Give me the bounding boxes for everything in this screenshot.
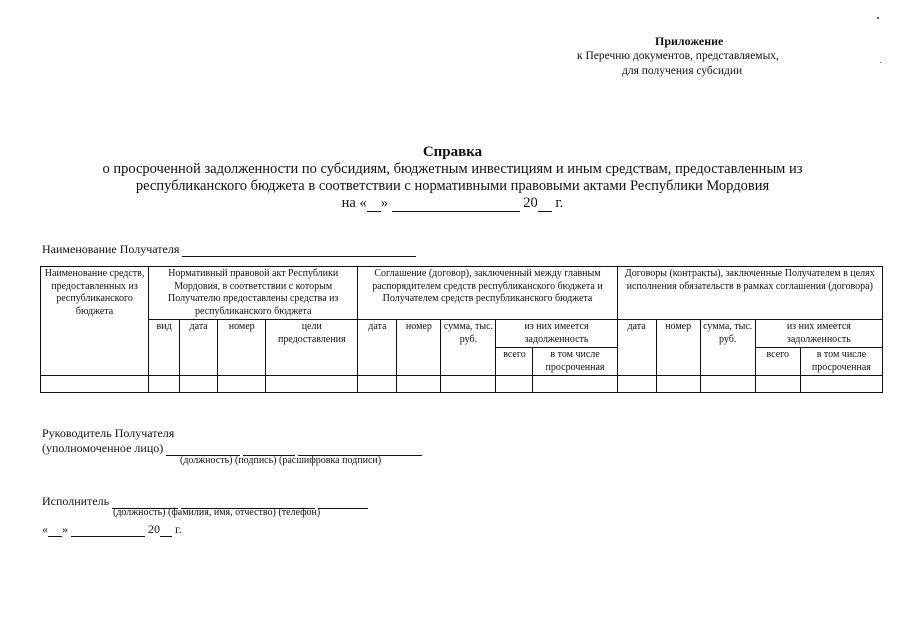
scan-speck — [880, 62, 881, 63]
header-group-contracts: Договоры (контракты), заключенные Получателем в целях исполнения обязательств в рамках соглашения (договора) — [617, 267, 882, 320]
table-cell[interactable] — [700, 376, 755, 393]
head-hint: (должность) (подпись) (расшифровка подписи) — [180, 455, 382, 466]
sig-date-month-field[interactable] — [71, 536, 145, 537]
header-agreement-sum: сумма, тыс. руб. — [441, 320, 496, 376]
date-prefix: на « — [341, 195, 367, 211]
header-agreement-total: всего — [496, 348, 533, 376]
executor-hint: (должность) (фамилия, имя, отчество) (телефон) — [113, 507, 321, 518]
header-act-number: номер — [218, 320, 266, 376]
header-act-purpose: цели предоставления — [266, 320, 358, 376]
header-act-date: дата — [180, 320, 218, 376]
header-agreement-date: дата — [358, 320, 397, 376]
table-cell[interactable] — [533, 376, 617, 393]
document-subtitle-line-1: о просроченной задолженности по субсидиям, бюджетным инвестициям и иным средствам, предоставленным из — [102, 161, 803, 177]
table-row — [41, 376, 883, 393]
document-title-block — [0, 143, 905, 212]
date-day-field[interactable] — [367, 211, 381, 212]
table-cell[interactable] — [358, 376, 397, 393]
header-contract-total: всего — [755, 348, 800, 376]
executor-label: Исполнитель — [42, 494, 110, 508]
header-contract-overdue: в том числе просроченная — [800, 348, 882, 376]
document-date-line — [0, 195, 905, 212]
annex-line-2: для получения субсидии — [622, 65, 743, 77]
header-agreement-overdue: в том числе просроченная — [533, 348, 617, 376]
table-cell[interactable] — [441, 376, 496, 393]
scan-speck — [877, 17, 879, 19]
document-subtitle-line-2: республиканского бюджета в соответствии с нормативными правовыми актами Республики Мордовия — [135, 178, 770, 194]
header-group-act: Нормативный правовой акт Республики Мордовия, в соответствии с которым Получателю предоставлены средства из республиканского бюджета — [149, 267, 358, 320]
date-year: 20 — [523, 195, 538, 211]
sig-date-close: » — [62, 522, 68, 536]
table-header-row-1 — [41, 267, 883, 320]
header-contract-debt: из них имеется задолженность — [755, 320, 882, 348]
authorized-line — [42, 441, 422, 456]
table-cell[interactable] — [180, 376, 218, 393]
authorized-label: (уполномоченное лицо) — [42, 441, 164, 455]
table-cell[interactable] — [755, 376, 800, 393]
sig-date-suffix: г. — [175, 522, 182, 536]
header-contract-number: номер — [656, 320, 700, 376]
recipient-field[interactable] — [182, 256, 416, 257]
table-cell[interactable] — [800, 376, 882, 393]
table-cell[interactable] — [149, 376, 180, 393]
date-month-field[interactable] — [392, 211, 520, 212]
table-cell[interactable] — [41, 376, 149, 393]
header-act-type: вид — [149, 320, 180, 376]
table-cell[interactable] — [496, 376, 533, 393]
header-contract-sum: сумма, тыс. руб. — [700, 320, 755, 376]
table-cell[interactable] — [397, 376, 441, 393]
signature-date-line — [42, 522, 182, 537]
header-agreement-debt: из них имеется задолженность — [496, 320, 617, 348]
date-mid: » — [380, 195, 388, 211]
sig-date-year-field[interactable] — [160, 536, 172, 537]
annex-line-1: к Перечню документов, представляемых, — [577, 50, 779, 62]
executor-phone-field[interactable] — [318, 508, 368, 509]
table-cell[interactable] — [617, 376, 656, 393]
recipient-label: Наименование Получателя — [42, 242, 180, 256]
table-cell[interactable] — [656, 376, 700, 393]
table-cell[interactable] — [266, 376, 358, 393]
sig-date-open: « — [42, 522, 48, 536]
table-cell[interactable] — [218, 376, 266, 393]
sig-date-year: 20 — [148, 522, 160, 536]
header-agreement-number: номер — [397, 320, 441, 376]
header-contract-date: дата — [617, 320, 656, 376]
header-funds-name: Наименование средств, предоставленных из республиканского бюджета — [41, 267, 149, 376]
debt-table — [40, 266, 883, 393]
document-title: Справка — [422, 144, 483, 160]
annex-title: Приложение — [655, 34, 724, 48]
header-group-agreement: Соглашение (договор), заключенный между главным распорядителем средств республиканского бюджета и Получателем средств республиканского бюджета — [358, 267, 617, 320]
recipient-line — [42, 242, 416, 257]
sig-date-day-field[interactable] — [48, 536, 62, 537]
date-suffix: г. — [555, 195, 564, 211]
head-label: Руководитель Получателя — [42, 426, 175, 440]
date-year-field[interactable] — [538, 211, 552, 212]
